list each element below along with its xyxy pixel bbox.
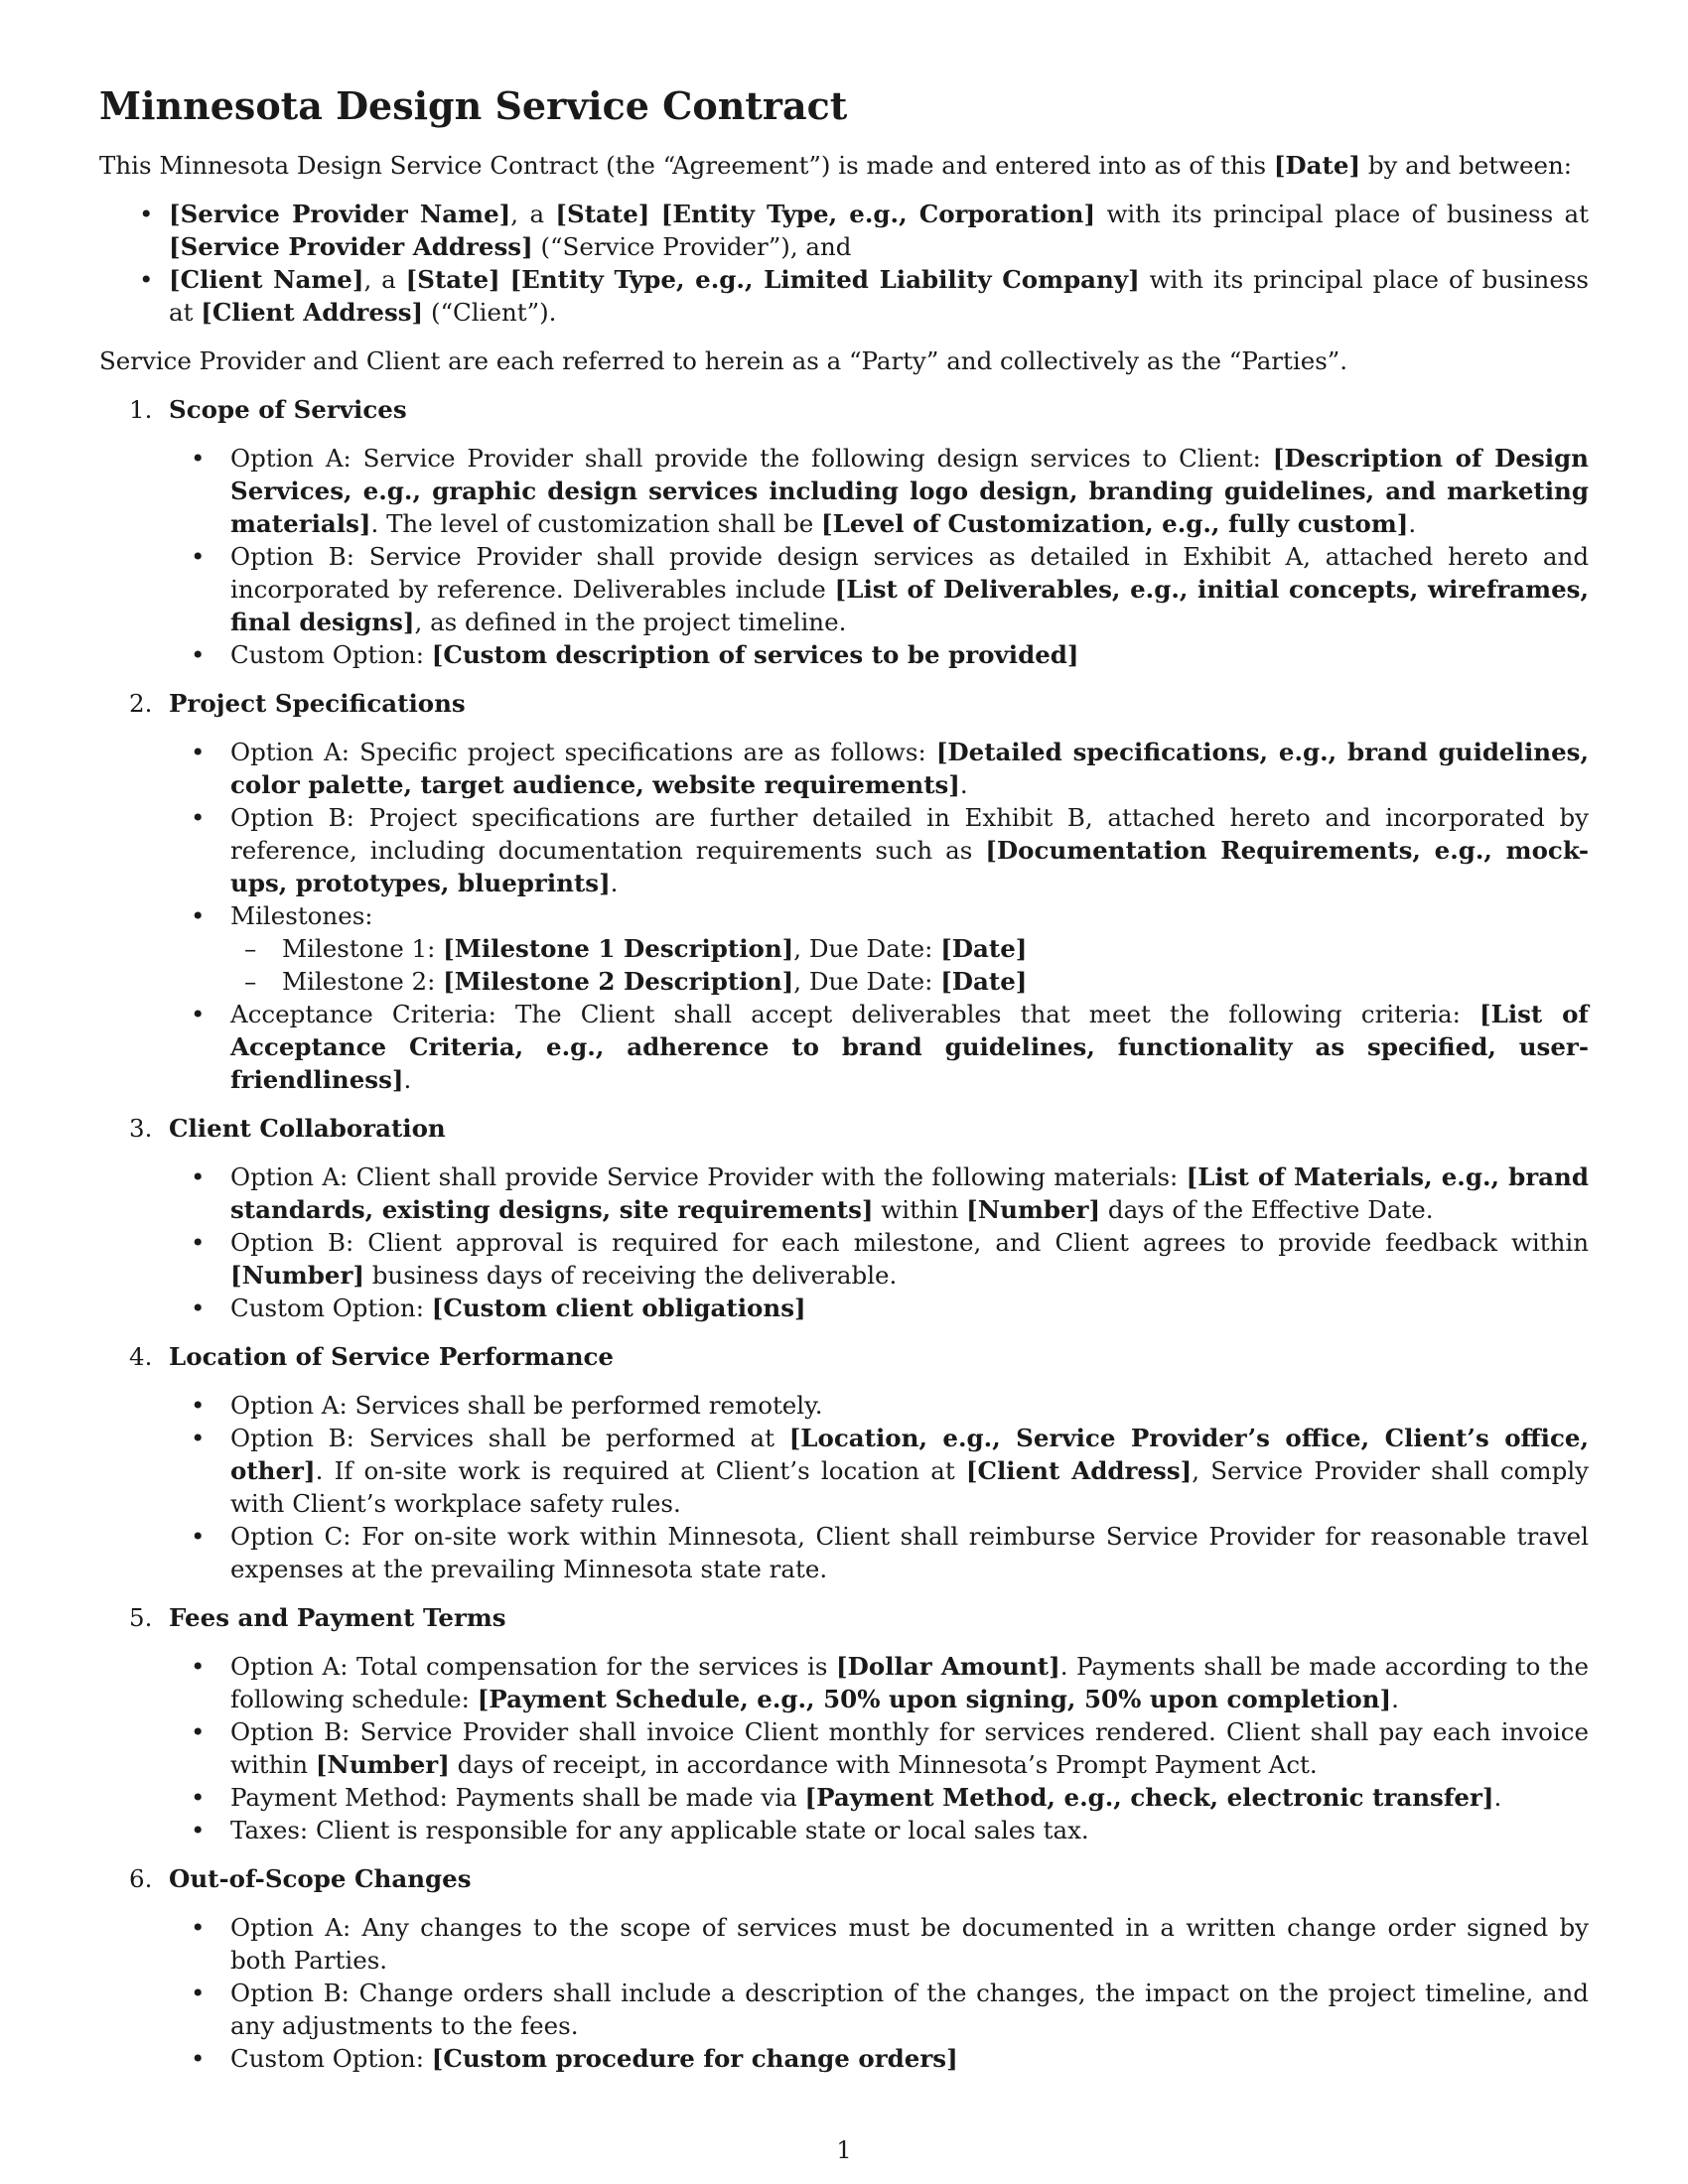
item-text: Option B: Service Provider shall provide design services as detailed in Exhibit A, attached hereto and incorporated by reference. Deliverables include [230, 542, 1589, 604]
section-items [169, 442, 1589, 671]
item-text: within [873, 1195, 967, 1224]
item-text: Option B: Service Provider shall invoice Client monthly for services rendered. Client shall pay each invoice within [230, 1717, 1589, 1779]
item-text: . [610, 869, 619, 897]
section-number: 3. [129, 1114, 153, 1143]
parties-list [99, 198, 1589, 329]
item-placeholder: [Location, e.g., Service Provider’s office, Client’s office, other] [230, 1424, 1589, 1485]
section-title: Client Collaboration [169, 1114, 446, 1143]
item-placeholder: [Documentation Requirements, e.g., mock-ups, prototypes, blueprints] [230, 836, 1589, 897]
item-placeholder: [Description of Design Services, e.g., graphic design services including logo design, branding guidelines, and marketing materials] [230, 444, 1589, 538]
item-placeholder: [Dollar Amount] [836, 1652, 1060, 1681]
list-item [169, 1160, 1589, 1226]
section-fees-and-payment [99, 1601, 1589, 1846]
item-text: business days of receiving the deliverable. [363, 1261, 898, 1290]
list-item [169, 998, 1589, 1096]
party-state: [State] [405, 265, 500, 294]
section-title: Fees and Payment Terms [169, 1603, 506, 1632]
document-title: Minnesota Design Service Contract [99, 83, 848, 128]
section-items [169, 1650, 1589, 1846]
item-placeholder: [Milestone 2 Description] [443, 967, 794, 996]
page-number: 1 [836, 2136, 852, 2164]
item-text: . Payments shall be made according to the following schedule: [230, 1652, 1590, 1713]
section-number: 4. [129, 1342, 153, 1371]
list-item [169, 1911, 1589, 1977]
section-scope-of-services [99, 393, 1589, 671]
item-placeholder: [List of Deliverables, e.g., initial concepts, wireframes, final designs] [230, 575, 1589, 636]
section-client-collaboration [99, 1112, 1589, 1324]
item-text: . [959, 770, 968, 799]
item-placeholder: [Number] [315, 1750, 450, 1779]
item-placeholder: [Milestone 1 Description] [443, 934, 794, 963]
item-text: Milestone 2: [282, 967, 444, 996]
list-item [169, 1520, 1589, 1585]
item-text: . [1391, 1685, 1399, 1713]
section-items [169, 1911, 1589, 2075]
party-address: [Service Provider Address] [169, 232, 533, 261]
section-title: Scope of Services [169, 395, 407, 424]
list-item [169, 801, 1589, 899]
item-placeholder: [Payment Method, e.g., check, electronic transfer] [804, 1783, 1494, 1812]
item-text: Milestone 1: [282, 934, 444, 963]
milestones-list [230, 932, 1589, 998]
document-page [99, 81, 1589, 2091]
list-item [169, 1977, 1589, 2042]
item-text: Payment Method: Payments shall be made via [230, 1783, 805, 1812]
item-text: Option A: Specific project specifications are as follows: [230, 738, 936, 766]
item-text: Option B: Change orders shall include a description of the changes, the impact on the project timeline, and any adjustments to the fees. [230, 1979, 1589, 2040]
item-text: , Due Date: [793, 967, 941, 996]
item-text: , as defined in the project timeline. [414, 608, 847, 636]
party-text [649, 200, 660, 228]
party-client [99, 263, 1589, 329]
list-item [169, 1814, 1589, 1846]
item-text: Option C: For on-site work within Minnesota, Client shall reimburse Service Provider for reasonable travel expenses at the prevailing Minnesota state rate. [230, 1522, 1589, 1583]
item-text: Option B: Services shall be performed at [230, 1424, 789, 1452]
item-text: Custom Option: [230, 640, 432, 669]
party-entity: [Entity Type, e.g., Limited Liability Company] [509, 265, 1140, 294]
item-text: Custom Option: [230, 2044, 432, 2073]
party-text: with its principal place of business at [1095, 200, 1589, 228]
milestone-item [230, 932, 1589, 965]
party-text: , a [363, 265, 406, 294]
item-placeholder: [Payment Schedule, e.g., 50% upon signing, 50% upon completion] [477, 1685, 1392, 1713]
list-item [169, 2042, 1589, 2075]
list-item [169, 1715, 1589, 1781]
item-placeholder: [Number] [966, 1195, 1101, 1224]
section-number: 1. [129, 395, 153, 424]
item-text: Milestones: [230, 901, 373, 930]
section-out-of-scope-changes [99, 1862, 1589, 2075]
item-placeholder: [Client Address] [965, 1456, 1193, 1485]
party-text: , a [510, 200, 556, 228]
party-address: [Client Address] [201, 298, 424, 327]
party-text: (“Client”). [423, 298, 557, 327]
item-text: Option A: Service Provider shall provide the following design services to Client: [230, 444, 1273, 473]
milestone-item [230, 965, 1589, 998]
item-placeholder: [Date] [940, 967, 1028, 996]
item-placeholder: [Detailed specifications, e.g., brand guidelines, color palette, target audience, website requirements] [230, 738, 1589, 799]
list-item [169, 1389, 1589, 1422]
item-text: Custom Option: [230, 1294, 432, 1322]
list-item [169, 1226, 1589, 1292]
section-project-specifications [99, 687, 1589, 1096]
date-placeholder: [Date] [1273, 151, 1361, 180]
party-name: [Service Provider Name] [169, 200, 511, 228]
item-placeholder: [Custom description of services to be provided] [431, 640, 1079, 669]
item-text: days of receipt, in accordance with Minnesota’s Prompt Payment Act. [449, 1750, 1318, 1779]
item-text: Option A: Total compensation for the services is [230, 1652, 837, 1681]
parties-note: Service Provider and Client are each referred to herein as a “Party” and collectively as the “Parties”. [99, 346, 1348, 375]
section-title: Out-of-Scope Changes [169, 1864, 472, 1893]
party-service-provider [99, 198, 1589, 263]
list-item [169, 1422, 1589, 1520]
item-text: . [403, 1065, 412, 1094]
sections-list [99, 393, 1589, 2075]
item-text: Option A: Client shall provide Service Provider with the following materials: [230, 1162, 1187, 1191]
item-text: . [1408, 509, 1417, 538]
section-items [169, 736, 1589, 1096]
item-text: Option A: Any changes to the scope of services must be documented in a written change order signed by both Parties. [230, 1913, 1589, 1975]
list-item [169, 442, 1589, 540]
list-item [169, 540, 1589, 638]
item-placeholder: [List of Materials, e.g., brand standards, existing designs, site requirements] [230, 1162, 1589, 1224]
section-items [169, 1160, 1589, 1324]
item-placeholder: [Date] [940, 934, 1028, 963]
item-text: Option B: Client approval is required for each milestone, and Client agrees to provide feedback within [230, 1228, 1589, 1257]
item-text: Option B: Project specifications are further detailed in Exhibit B, attached hereto and incorporated by reference, including documentation requirements such as [230, 803, 1589, 865]
item-text: Acceptance Criteria: The Client shall accept deliverables that meet the following criteria: [230, 1000, 1479, 1028]
intro-paragraph [99, 149, 1589, 182]
item-text: , Due Date: [793, 934, 941, 963]
list-item [169, 1292, 1589, 1324]
item-placeholder: [Custom procedure for change orders] [431, 2044, 958, 2073]
item-text: , Service Provider shall comply with Client’s workplace safety rules. [230, 1456, 1590, 1518]
list-item [169, 1650, 1589, 1715]
item-text: . If on-site work is required at Client’s location at [315, 1456, 966, 1485]
list-item [169, 736, 1589, 801]
item-text: days of the Effective Date. [1100, 1195, 1434, 1224]
section-title: Project Specifications [169, 689, 466, 718]
party-text [500, 265, 510, 294]
item-text: Option A: Services shall be performed remotely. [230, 1391, 823, 1420]
party-text: with its principal place of business at [169, 265, 1589, 327]
intro-text: This Minnesota Design Service Contract (the “Agreement”) is made and entered into as of this [99, 151, 1274, 180]
item-text: Taxes: Client is responsible for any applicable state or local sales tax. [230, 1816, 1089, 1844]
item-placeholder: [Number] [230, 1261, 364, 1290]
item-placeholder: [List of Acceptance Criteria, e.g., adherence to brand guidelines, functionality as specified, user-friendliness] [230, 1000, 1589, 1094]
party-text: (“Service Provider”), and [532, 232, 852, 261]
list-item-milestones [169, 899, 1589, 998]
list-item [169, 1781, 1589, 1814]
section-number: 6. [129, 1864, 153, 1893]
section-title: Location of Service Performance [169, 1342, 615, 1371]
item-placeholder: [Custom client obligations] [431, 1294, 806, 1322]
section-location-of-service [99, 1340, 1589, 1585]
item-placeholder: [Level of Customization, e.g., fully custom] [821, 509, 1409, 538]
list-item [169, 638, 1589, 671]
item-text: . [1493, 1783, 1502, 1812]
party-name: [Client Name] [169, 265, 364, 294]
section-items [169, 1389, 1589, 1585]
item-text: . The level of customization shall be [370, 509, 822, 538]
party-state: [State] [555, 200, 650, 228]
section-number: 2. [129, 689, 153, 718]
intro-text-end: by and between: [1360, 151, 1573, 180]
party-entity: [Entity Type, e.g., Corporation] [660, 200, 1096, 228]
section-number: 5. [129, 1603, 153, 1632]
